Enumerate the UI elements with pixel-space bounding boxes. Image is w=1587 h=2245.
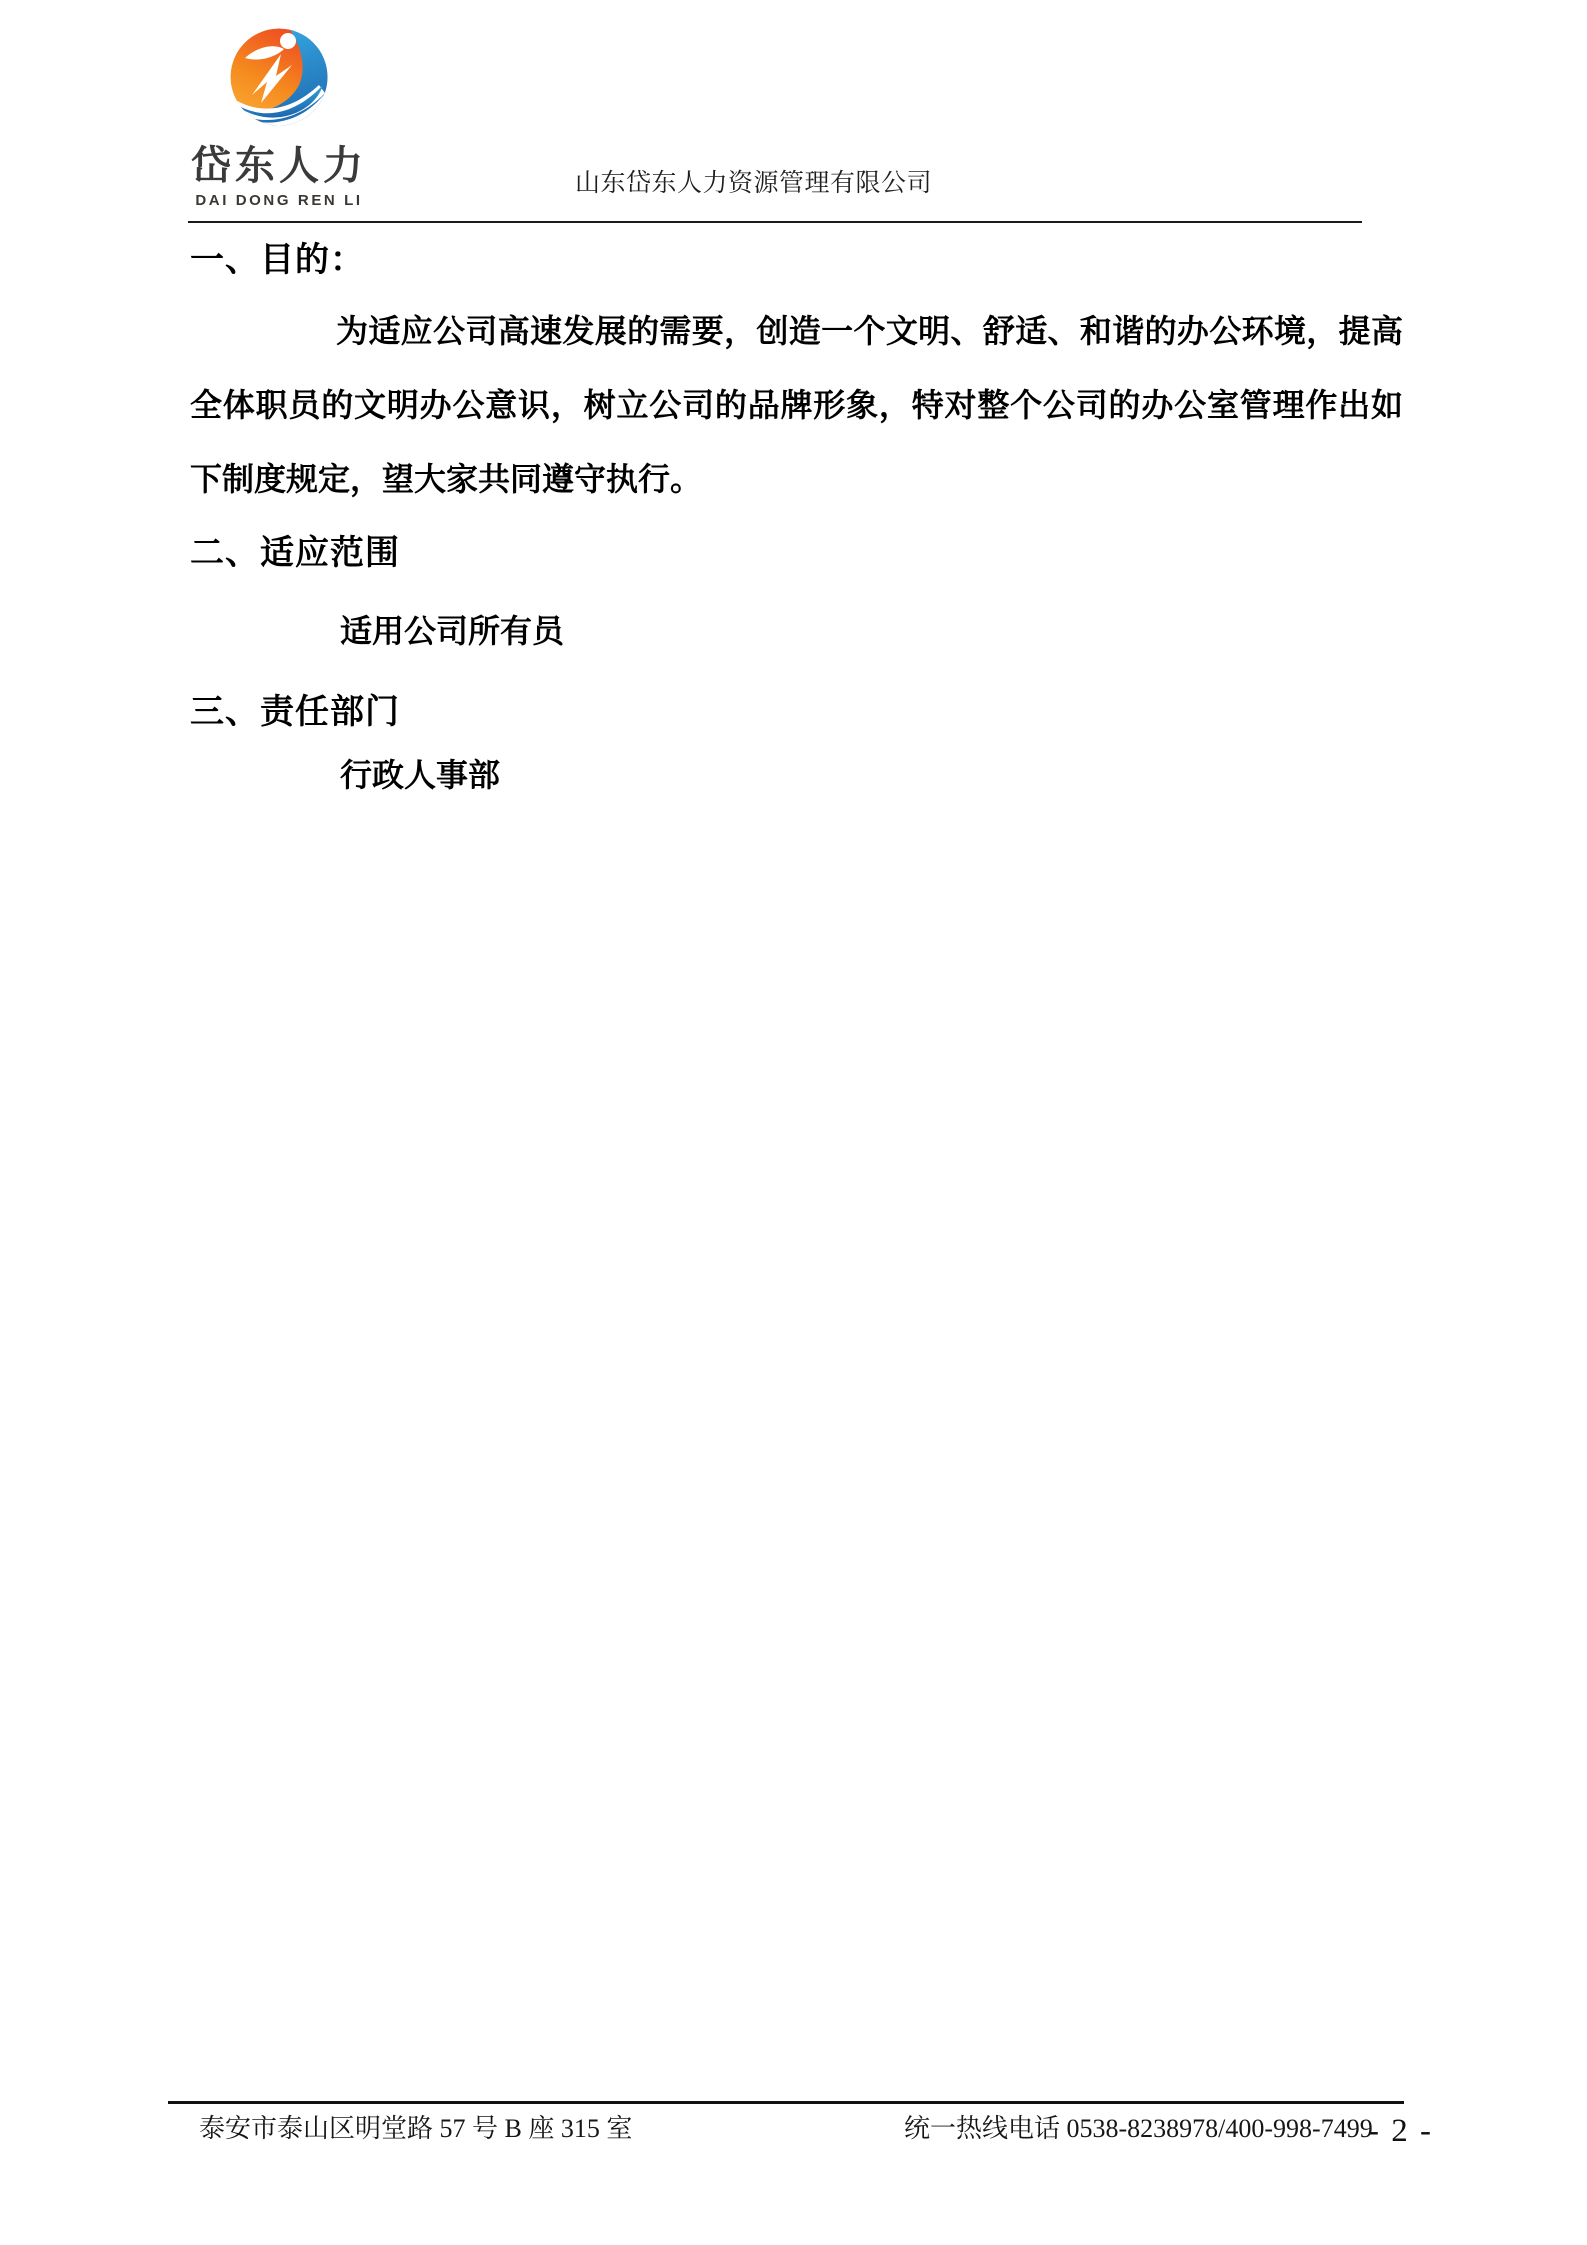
paragraph-line: 下制度规定，望大家共同遵守执行。 [190,461,703,497]
section-heading-scope: 二、适应范围 [190,535,400,572]
department-content: 行政人事部 [340,757,501,793]
header-company-name: 山东岱东人力资源管理有限公司 [575,170,933,197]
daidong-swoosh-circle-icon [229,26,329,128]
paragraph-line: 全体职员的文明办公意识，树立公司的品牌形象，特对整个公司的办公室管理作出如 [190,387,1403,423]
footer-hotline: 统一热线电话 0538-8238978/400-998-7499 [904,2114,1373,2143]
section-heading-department: 三、责任部门 [190,694,400,731]
footer-address: 泰安市泰山区明堂路 57 号 B 座 315 室 [199,2114,633,2143]
purpose-paragraph [190,294,1403,516]
company-logo [183,26,375,209]
scope-content: 适用公司所有员 [340,613,565,649]
logo-title: 岱东人力 [191,144,367,188]
section-heading-purpose: 一、目的： [190,242,365,279]
paragraph-line: 为适应公司高速发展的需要，创造一个文明、舒适、和谐的办公环境，提高 [336,313,1403,349]
header-divider [188,221,1362,223]
footer-divider [168,2101,1404,2104]
page-number: - 2 - [1368,2113,1433,2149]
logo-subtitle: DAI DONG REN LI [195,192,363,209]
